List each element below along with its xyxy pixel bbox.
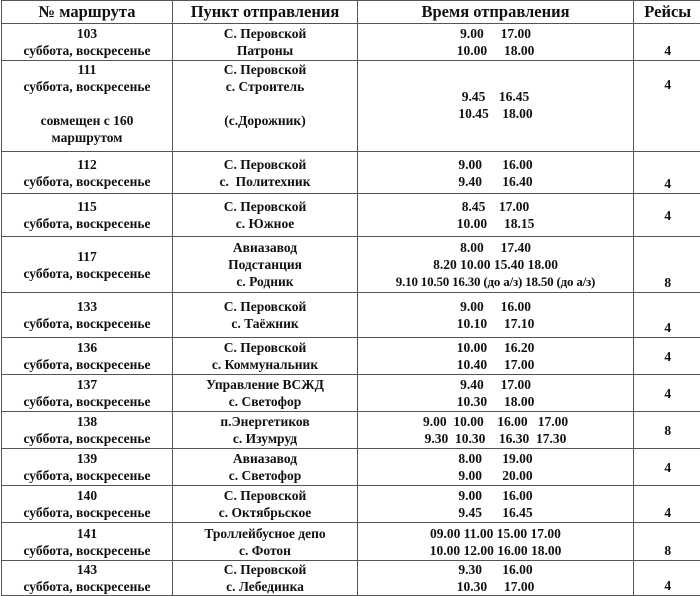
time-line: 10.40 17.00 [456, 357, 535, 372]
time-line: 10.30 17.00 [456, 579, 535, 594]
stop-name: с. Светофор [228, 394, 302, 409]
stops-cell [173, 375, 358, 412]
route-days: суббота, воскресенье [23, 316, 151, 331]
stops-cell [173, 61, 358, 152]
route-days: суббота, воскресенье [23, 505, 151, 520]
table-row [2, 561, 700, 596]
time-line: 9.00 17.00 [460, 26, 531, 41]
trips-count: 8 [634, 237, 700, 293]
stop-note: (с.Дорожник) [224, 113, 306, 128]
table-row [2, 523, 700, 561]
stop-name: с. Строитель [225, 79, 305, 94]
route-days: суббота, воскресенье [23, 79, 151, 94]
route-days: суббота, воскресенье [23, 468, 151, 483]
time-line: 09.00 11.00 15.00 17.00 [430, 525, 561, 541]
stop-name: с. Коммунальник [211, 357, 319, 372]
time-line: 9.00 10.00 16.00 17.00 [422, 414, 569, 429]
stop-name: С. Перовской [223, 62, 307, 77]
stops-cell [173, 24, 358, 61]
trips-count: 4 [634, 561, 700, 596]
table-row [2, 293, 700, 338]
stop-name: с. Лебединка [226, 579, 304, 594]
route-number: 138 [76, 414, 98, 429]
route-days: суббота, воскресенье [23, 265, 151, 281]
time-line: 9.40 17.00 [460, 377, 531, 392]
times-cell [358, 152, 634, 194]
stop-name: Троллейбусное депо [204, 525, 326, 541]
route-note: совмещен с 160 [40, 113, 134, 128]
trips-count: 4 [634, 61, 700, 152]
route-cell [2, 293, 173, 338]
times-cell [358, 523, 634, 561]
trips-count: 4 [634, 152, 700, 194]
stop-name: с. Родник [236, 274, 294, 289]
route-cell [2, 523, 173, 561]
times-cell [358, 449, 634, 486]
trips-count: 4 [634, 293, 700, 338]
route-number: 143 [76, 562, 98, 577]
time-line: 9.30 16.00 [458, 562, 533, 577]
times-cell [358, 237, 634, 293]
route-number: 112 [77, 156, 97, 172]
stops-cell [173, 152, 358, 194]
route-number: 139 [76, 451, 98, 466]
route-note: маршрутом [51, 130, 123, 145]
column-header-departure-time: Время отправления [358, 1, 634, 24]
stop-name: с. Таёжник [231, 316, 299, 331]
times-cell [358, 61, 634, 152]
time-line: 9.45 16.45 [461, 89, 530, 104]
time-line: 8.20 10.00 15.40 18.00 [433, 257, 558, 272]
stop-name: с. Изумруд [232, 431, 298, 446]
trips-count: 4 [634, 24, 700, 61]
table-header-row [2, 1, 700, 24]
trips-count: 8 [634, 523, 700, 561]
trips-count: 4 [634, 486, 700, 523]
stops-cell [173, 338, 358, 375]
stop-name: С. Перовской [223, 199, 307, 214]
trips-count: 4 [634, 338, 700, 375]
schedule-table [1, 0, 700, 596]
stops-cell [173, 449, 358, 486]
route-cell [2, 61, 173, 152]
route-days: суббота, воскресенье [23, 357, 151, 372]
column-header-route: № маршрута [2, 1, 173, 24]
route-cell [2, 486, 173, 523]
time-line: 9.00 16.00 [460, 299, 531, 314]
time-line: 10.00 16.20 [456, 340, 535, 355]
times-cell [358, 338, 634, 375]
time-line: 9.45 16.45 [458, 505, 533, 520]
stop-name: С. Перовской [223, 156, 307, 172]
route-days: суббота, воскресенье [23, 431, 151, 446]
stop-name: С. Перовской [223, 340, 307, 355]
route-cell [2, 338, 173, 375]
route-number: 137 [76, 377, 98, 392]
time-line: 10.30 18.00 [456, 394, 535, 409]
time-line: 10.00 18.00 [456, 43, 535, 58]
column-header-departure-point: Пункт отправления [173, 1, 358, 24]
stop-name: Патроны [236, 43, 294, 58]
route-days: суббота, воскресенье [23, 579, 151, 594]
route-days: суббота, воскресенье [23, 542, 151, 558]
stop-name: с. Светофор [228, 468, 302, 483]
column-header-trips: Рейсы [634, 1, 700, 24]
table-row [2, 449, 700, 486]
stop-name: С. Перовской [223, 299, 307, 314]
time-line: 8.00 19.00 [458, 451, 533, 466]
stop-name: с. Фотон [239, 542, 291, 558]
time-line: 9.40 16.40 [458, 173, 533, 189]
stops-cell [173, 561, 358, 596]
table-row [2, 412, 700, 449]
stops-cell [173, 237, 358, 293]
table-row [2, 194, 700, 237]
route-number: 103 [76, 26, 98, 41]
time-line: 8.00 17.40 [460, 240, 531, 255]
time-line: 9.00 20.00 [458, 468, 533, 483]
times-cell [358, 486, 634, 523]
trips-count: 4 [634, 194, 700, 237]
stops-cell [173, 523, 358, 561]
table-row [2, 375, 700, 412]
route-days: суббота, воскресенье [23, 394, 151, 409]
table-row [2, 152, 700, 194]
route-cell [2, 237, 173, 293]
stop-name: п.Энергетиков [220, 414, 310, 429]
time-line: 9.10 10.50 16.30 (до а/з) 18.50 (до а/з) [395, 274, 596, 289]
route-cell [2, 194, 173, 237]
times-cell [358, 24, 634, 61]
times-cell [358, 293, 634, 338]
times-cell [358, 412, 634, 449]
time-line: 10.00 18.15 [456, 216, 535, 231]
stop-name: с. Южное [235, 216, 295, 231]
stop-name: Авиазавод [232, 240, 298, 255]
stop-name: с. Политехник [219, 173, 311, 189]
table-row [2, 486, 700, 523]
table-row [2, 338, 700, 375]
route-number: 115 [77, 199, 97, 214]
trips-count: 4 [634, 375, 700, 412]
stops-cell [173, 293, 358, 338]
stop-name: Управление ВСЖД [206, 377, 324, 392]
route-cell [2, 152, 173, 194]
trips-count: 8 [634, 412, 700, 449]
time-line: 9.30 10.30 16.30 17.30 [424, 431, 567, 446]
route-number: 111 [77, 62, 97, 77]
time-line: 10.10 17.10 [456, 316, 535, 331]
stops-cell [173, 412, 358, 449]
time-line: 8.45 17.00 [461, 199, 530, 214]
route-cell [2, 449, 173, 486]
stop-name: Авиазавод [232, 451, 298, 466]
route-cell [2, 24, 173, 61]
stop-name: с. Октябрьское [218, 505, 312, 520]
times-cell [358, 194, 634, 237]
table-row [2, 237, 700, 293]
table-row [2, 24, 700, 61]
route-days: суббота, воскресенье [23, 216, 151, 231]
times-cell [358, 561, 634, 596]
time-line: 10.00 12.00 16.00 18.00 [429, 542, 562, 558]
trips-count: 4 [634, 449, 700, 486]
table-row [2, 61, 700, 152]
stops-cell [173, 194, 358, 237]
route-number: 133 [76, 299, 98, 314]
time-line: 9.00 16.00 [458, 156, 533, 172]
stop-name: Подстанция [228, 257, 302, 272]
route-cell [2, 412, 173, 449]
route-days: суббота, воскресенье [23, 173, 151, 189]
route-cell [2, 375, 173, 412]
route-number: 117 [77, 248, 97, 264]
route-cell [2, 561, 173, 596]
route-number: 136 [76, 340, 98, 355]
time-line: 10.45 18.00 [458, 106, 533, 121]
stop-name: С. Перовской [223, 488, 307, 503]
time-line: 9.00 16.00 [458, 488, 533, 503]
stops-cell [173, 486, 358, 523]
times-cell [358, 375, 634, 412]
route-number: 141 [76, 525, 98, 541]
stop-name: С. Перовской [223, 26, 307, 41]
route-number: 140 [76, 488, 98, 503]
stop-name: С. Перовской [223, 562, 307, 577]
route-days: суббота, воскресенье [23, 43, 151, 58]
